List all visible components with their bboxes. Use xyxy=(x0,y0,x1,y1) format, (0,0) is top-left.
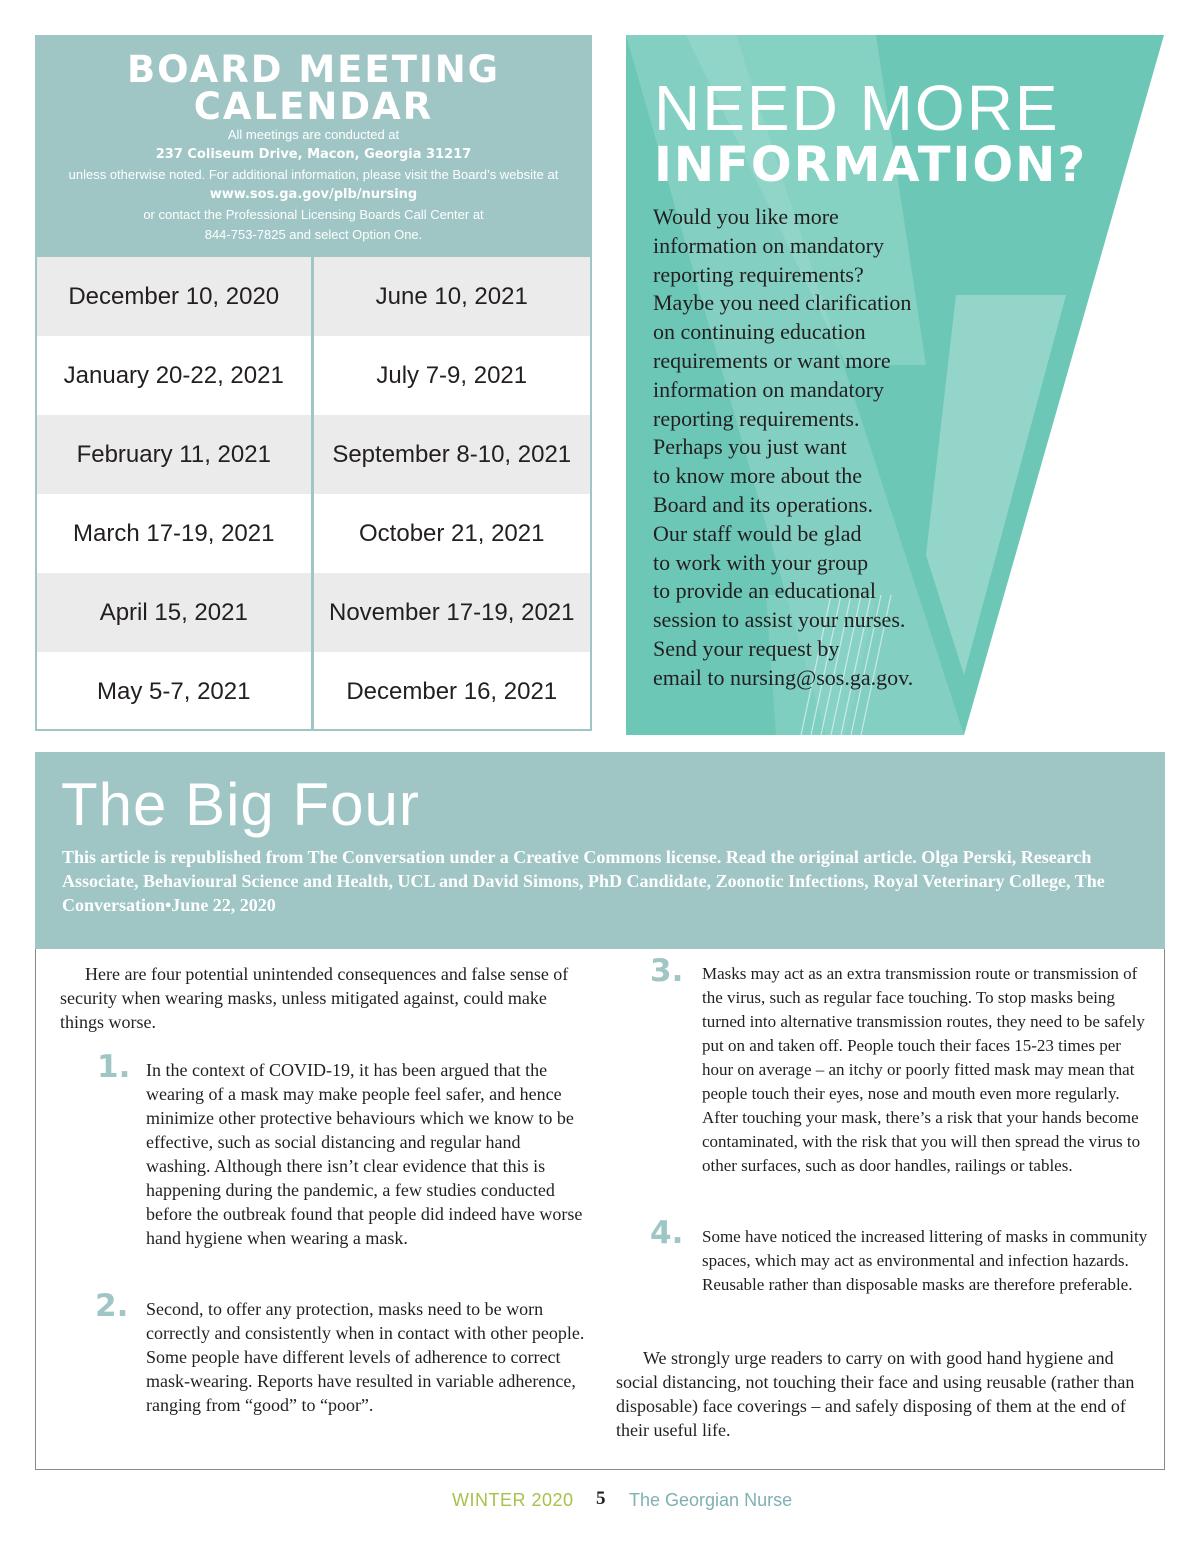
calendar-date: March 17-19, 2021 xyxy=(37,494,314,573)
calendar-website-link[interactable]: www.sos.ga.gov/plb/nursing xyxy=(209,187,418,202)
calendar-date: September 8-10, 2021 xyxy=(314,415,591,494)
calendar-date: November 17-19, 2021 xyxy=(314,573,591,652)
calendar-dates-grid xyxy=(35,257,592,731)
need-more-info-panel xyxy=(626,35,1164,735)
calendar-date: May 5-7, 2021 xyxy=(37,652,314,731)
info-body-text: Would you like more information on mandatory reporting requirements? Maybe you need clarification on continuing education requirements or want more information on mandatory reporting requirements. Perhaps you just want to know more about the Board and its operations. Our staff would be glad to work with your group to provide an educational session to assist your nurses. Send your request by email to nursing@sos.ga.gov. xyxy=(653,204,914,690)
item-text: Second, to offer any protection, masks need to be worn correctly and consistently when in contact with other people. Some people have different levels of adherence to correct mask-wearing. Reports have resulted in variable adherence, ranging from “good” to “poor”. xyxy=(146,1299,585,1415)
calendar-date: December 10, 2020 xyxy=(37,257,314,336)
article-credit: This article is republished from The Conversation under a Creative Commons license. Read the original article. Olga Perski, Research Associate, Behavioural Science and Health, UCL and David Simons, PhD Candidate, Zoonotic Infections, Royal Veterinary College, The Conversation•June 22, 2020 xyxy=(62,847,1105,915)
article-closing: We strongly urge readers to carry on with good hand hygiene and social distancing, not touching their face and using reusable (rather than disposable) face coverings – and safely disposing of them at the end of their useful life. xyxy=(616,1348,1135,1440)
info-heading-line2: INFORMATION? xyxy=(654,137,1088,193)
page-number: 5 xyxy=(596,1488,606,1509)
calendar-title-line1: BOARD MEETING xyxy=(126,48,501,91)
calendar-date: January 20-22, 2021 xyxy=(37,336,314,415)
item-number: 1. xyxy=(97,1049,131,1085)
calendar-date: July 7-9, 2021 xyxy=(376,361,528,389)
calendar-call-center-text: or contact the Professional Licensing Boards Call Center at xyxy=(143,207,484,222)
item-number: 2. xyxy=(95,1288,129,1324)
calendar-date: February 11, 2021 xyxy=(37,415,314,494)
calendar-intro-text: All meetings are conducted at xyxy=(227,127,400,142)
calendar-address: 237 Coliseum Drive, Macon, Georgia 31217 xyxy=(155,147,472,162)
article-banner xyxy=(35,752,1165,949)
item-text: Masks may act as an extra transmission route or transmission of the virus, such as regular face touching. To stop masks being turned into alternative transmission routes, they need to be safely put on and taken off. People touch their faces 15-23 times per hour on average – an itchy or poorly fitted mask may mean that people touch their eyes, nose and mouth even more regularly. After touching your mask, there’s a risk that your hands become contaminated, with the risk that you will then spread the virus to other surfaces, such as door handles, railings or tables. xyxy=(702,964,1145,1175)
calendar-website-text: unless otherwise noted. For additional information, please visit the Board’s website at xyxy=(68,167,559,182)
calendar-date: October 21, 2021 xyxy=(359,519,545,547)
footer-season: WINTER 2020 xyxy=(452,1490,574,1510)
item-text: In the context of COVID-19, it has been argued that the wearing of a mask may make people feel safer, and hence minimize other protective behaviours which we know to be effective, such as social distancing and regular hand washing. Although there isn’t clear evidence that this is happening during the pandemic, a few studies conducted before the outbreak found that people did indeed have worse hand hygiene when wearing a mask. xyxy=(146,1060,583,1248)
calendar-phone: 844-753-7825 and select Option One. xyxy=(204,227,423,242)
info-heading-line1: NEED MORE xyxy=(654,72,1060,144)
calendar-date: April 15, 2021 xyxy=(37,573,314,652)
item-number: 3. xyxy=(650,953,684,989)
page-footer xyxy=(0,1488,1200,1516)
calendar-date: June 10, 2021 xyxy=(314,257,591,336)
article-title: The Big Four xyxy=(61,771,420,838)
board-calendar-header xyxy=(35,35,592,257)
calendar-title-line2: CALENDAR xyxy=(193,85,434,128)
footer-magazine-name: The Georgian Nurse xyxy=(629,1490,793,1510)
calendar-date: December 16, 2021 xyxy=(346,677,558,705)
item-number: 4. xyxy=(650,1215,684,1251)
item-text: Some have noticed the increased littering of masks in community spaces, which may act as environmental and infection hazards. Reusable rather than disposable masks are therefore preferable. xyxy=(702,1227,1148,1294)
article-intro: Here are four potential unintended consequences and false sense of security when wearing masks, unless mitigated against, could make things worse. xyxy=(60,964,569,1032)
